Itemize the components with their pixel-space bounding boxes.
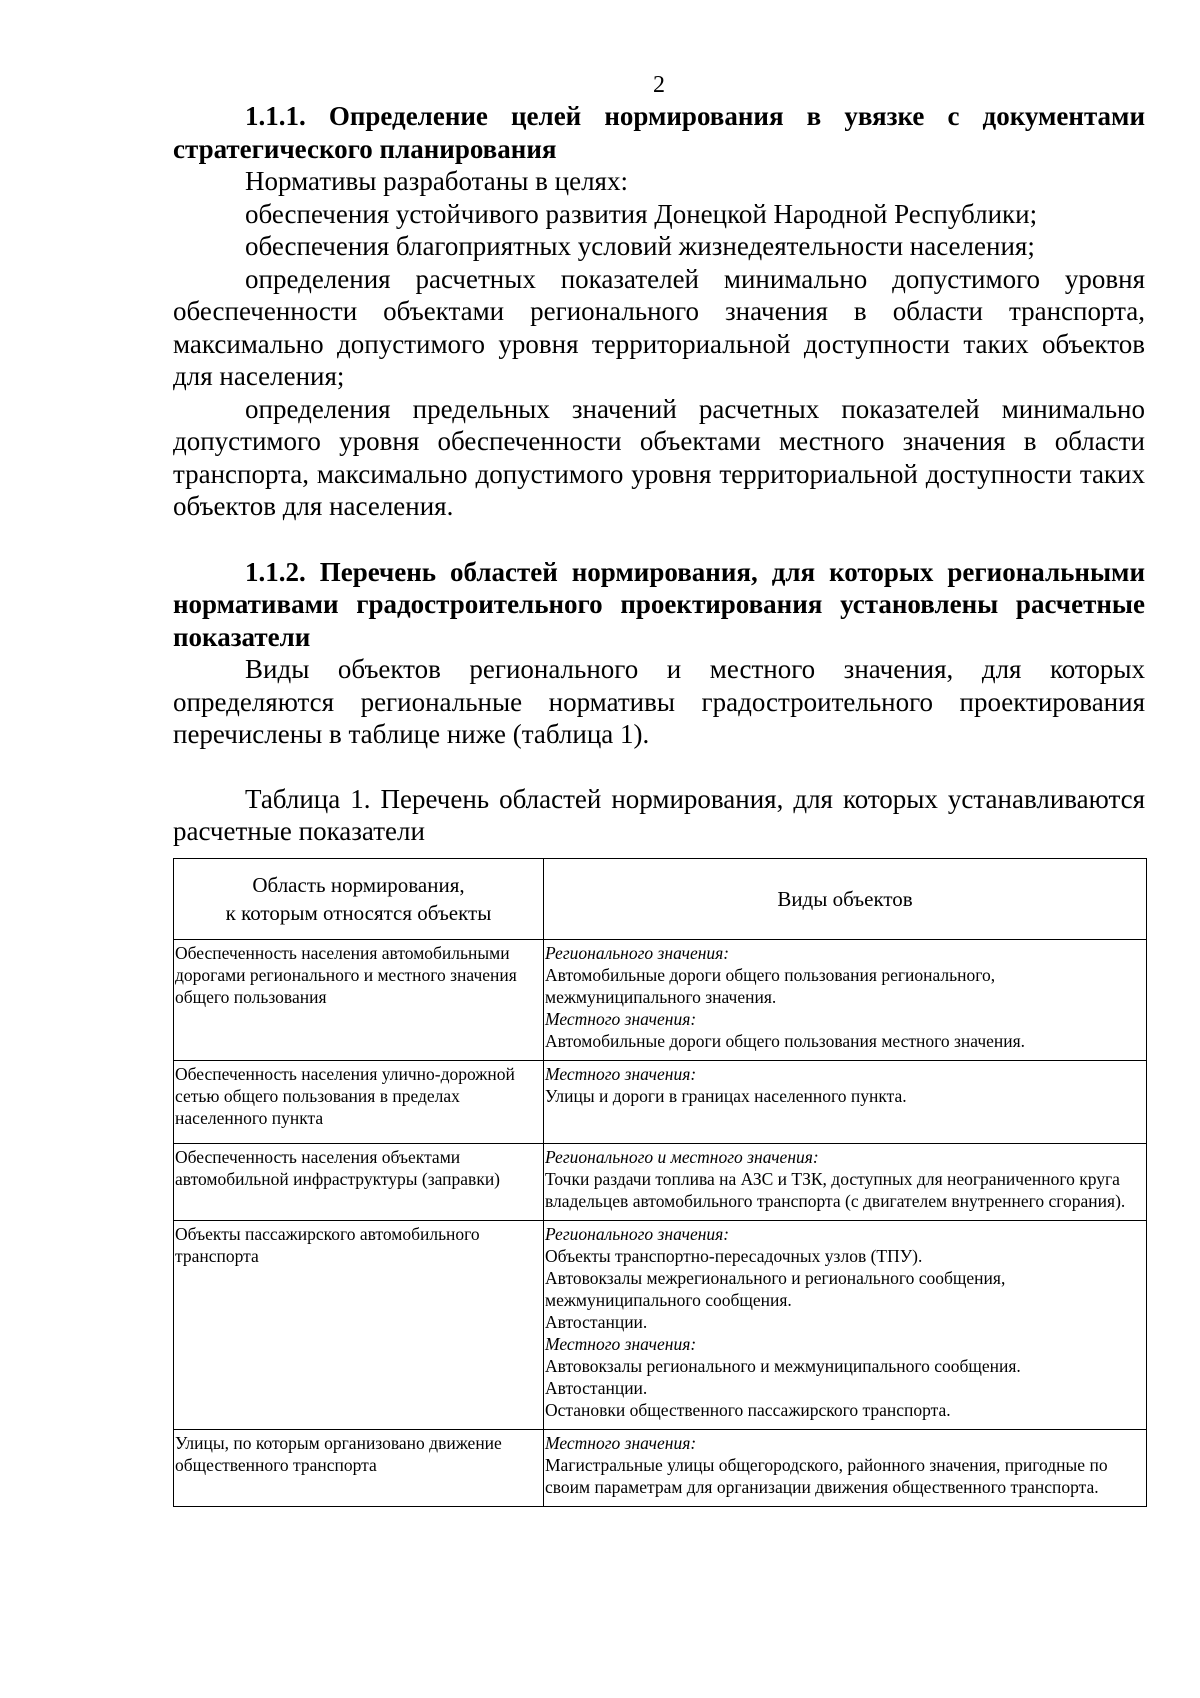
object-line: Улицы и дороги в границах населенного пункта. (545, 1085, 907, 1106)
object-line: Магистральные улицы общегородского, районного значения, пригодные по своим параметрам для организации движения общественного транспорта. (545, 1454, 1108, 1497)
objects-cell (544, 1060, 1147, 1143)
category-label: Регионального значения: (545, 942, 730, 963)
area-cell: Обеспеченность населения улично-дорожной сетью общего пользования в пределах населенного пункта (174, 1060, 544, 1143)
page-number: 2 (653, 72, 665, 98)
object-line: Автостанции. (545, 1311, 648, 1332)
objects-cell (544, 1143, 1147, 1220)
document-page (173, 70, 1145, 1507)
object-line: Точки раздачи топлива на АЗС и ТЗК, доступных для неограниченного круга владельцев автомобильного транспорта (с двигателем внутреннего сгорания). (545, 1168, 1126, 1211)
category-label: Местного значения: (545, 1008, 697, 1029)
areas-table (173, 858, 1147, 1507)
table-caption: Таблица 1. Перечень областей нормирования, для которых устанавливаются расчетные показатели (173, 783, 1145, 846)
spacer (173, 523, 1145, 556)
table-row (174, 1220, 1147, 1429)
category-label: Местного значения: (545, 1432, 697, 1453)
spacer (173, 751, 1145, 783)
category-label: Регионального значения: (545, 1223, 730, 1244)
header-area-line: к которым относятся объекты (225, 900, 492, 925)
header-object-types: Виды объектов (544, 858, 1147, 939)
object-line: Автостанции. (545, 1377, 648, 1398)
object-line: Автомобильные дороги общего пользования регионального, межмуниципального значения. (545, 964, 996, 1007)
paragraph: Виды объектов регионального и местного значения, для которых определяются региональные нормативы градостроительного проектирования перечислены в таблице ниже (таблица 1). (173, 654, 1145, 749)
paragraph: определения предельных значений расчетных показателей минимально допустимого уровня обеспеченности объектами местного значения в области транспорта, максимально допустимого уровня территориальной доступности таких объектов для населения. (173, 393, 1145, 521)
table-row (174, 1060, 1147, 1143)
section-heading-areas: 1.1.2. Перечень областей нормирования, для которых региональными нормативами градостроительного проектирования установлены расчетные показатели (173, 556, 1145, 652)
header-area-line: Область нормирования, (252, 872, 465, 897)
object-line: Автовокзалы регионального и межмуниципального сообщения. (545, 1355, 1021, 1376)
paragraph: обеспечения благоприятных условий жизнедеятельности населения; (245, 231, 1035, 261)
category-label: Регионального и местного значения: (545, 1146, 819, 1167)
paragraph: обеспечения устойчивого развития Донецкой Народной Республики; (245, 198, 1038, 229)
objects-cell (544, 1220, 1147, 1429)
table-row (174, 1143, 1147, 1220)
area-cell: Обеспеченность населения объектами автомобильной инфраструктуры (заправки) (174, 1143, 544, 1220)
table-row (174, 1429, 1147, 1506)
area-cell: Объекты пассажирского автомобильного транспорта (174, 1220, 544, 1429)
category-label: Местного значения: (545, 1063, 697, 1084)
paragraph: Нормативы разработаны в целях: (245, 166, 628, 196)
objects-cell (544, 939, 1147, 1060)
category-label: Местного значения: (545, 1333, 697, 1354)
header-area (174, 858, 544, 939)
area-cell: Обеспеченность населения автомобильными дорогами регионального и местного значения общего пользования (174, 939, 544, 1060)
section-heading-goals: 1.1.1. Определение целей нормирования в увязке с документами стратегического планирования (173, 101, 1145, 164)
object-line: Объекты транспортно-пересадочных узлов (ТПУ). (545, 1245, 923, 1266)
table-row (174, 939, 1147, 1060)
object-line: Автомобильные дороги общего пользования местного значения. (545, 1030, 1026, 1051)
area-cell: Улицы, по которым организовано движение общественного транспорта (174, 1429, 544, 1506)
table-header-row (174, 858, 1147, 939)
paragraph: определения расчетных показателей минимально допустимого уровня обеспеченности объектами регионального значения в области транспорта, максимально допустимого уровня территориальной доступности таких объектов для населения; (173, 263, 1145, 391)
object-line: Остановки общественного пассажирского транспорта. (545, 1399, 951, 1420)
objects-cell (544, 1429, 1147, 1506)
object-line: Автовокзалы межрегионального и регионального сообщения, межмуниципального сообщения. (545, 1267, 1006, 1310)
